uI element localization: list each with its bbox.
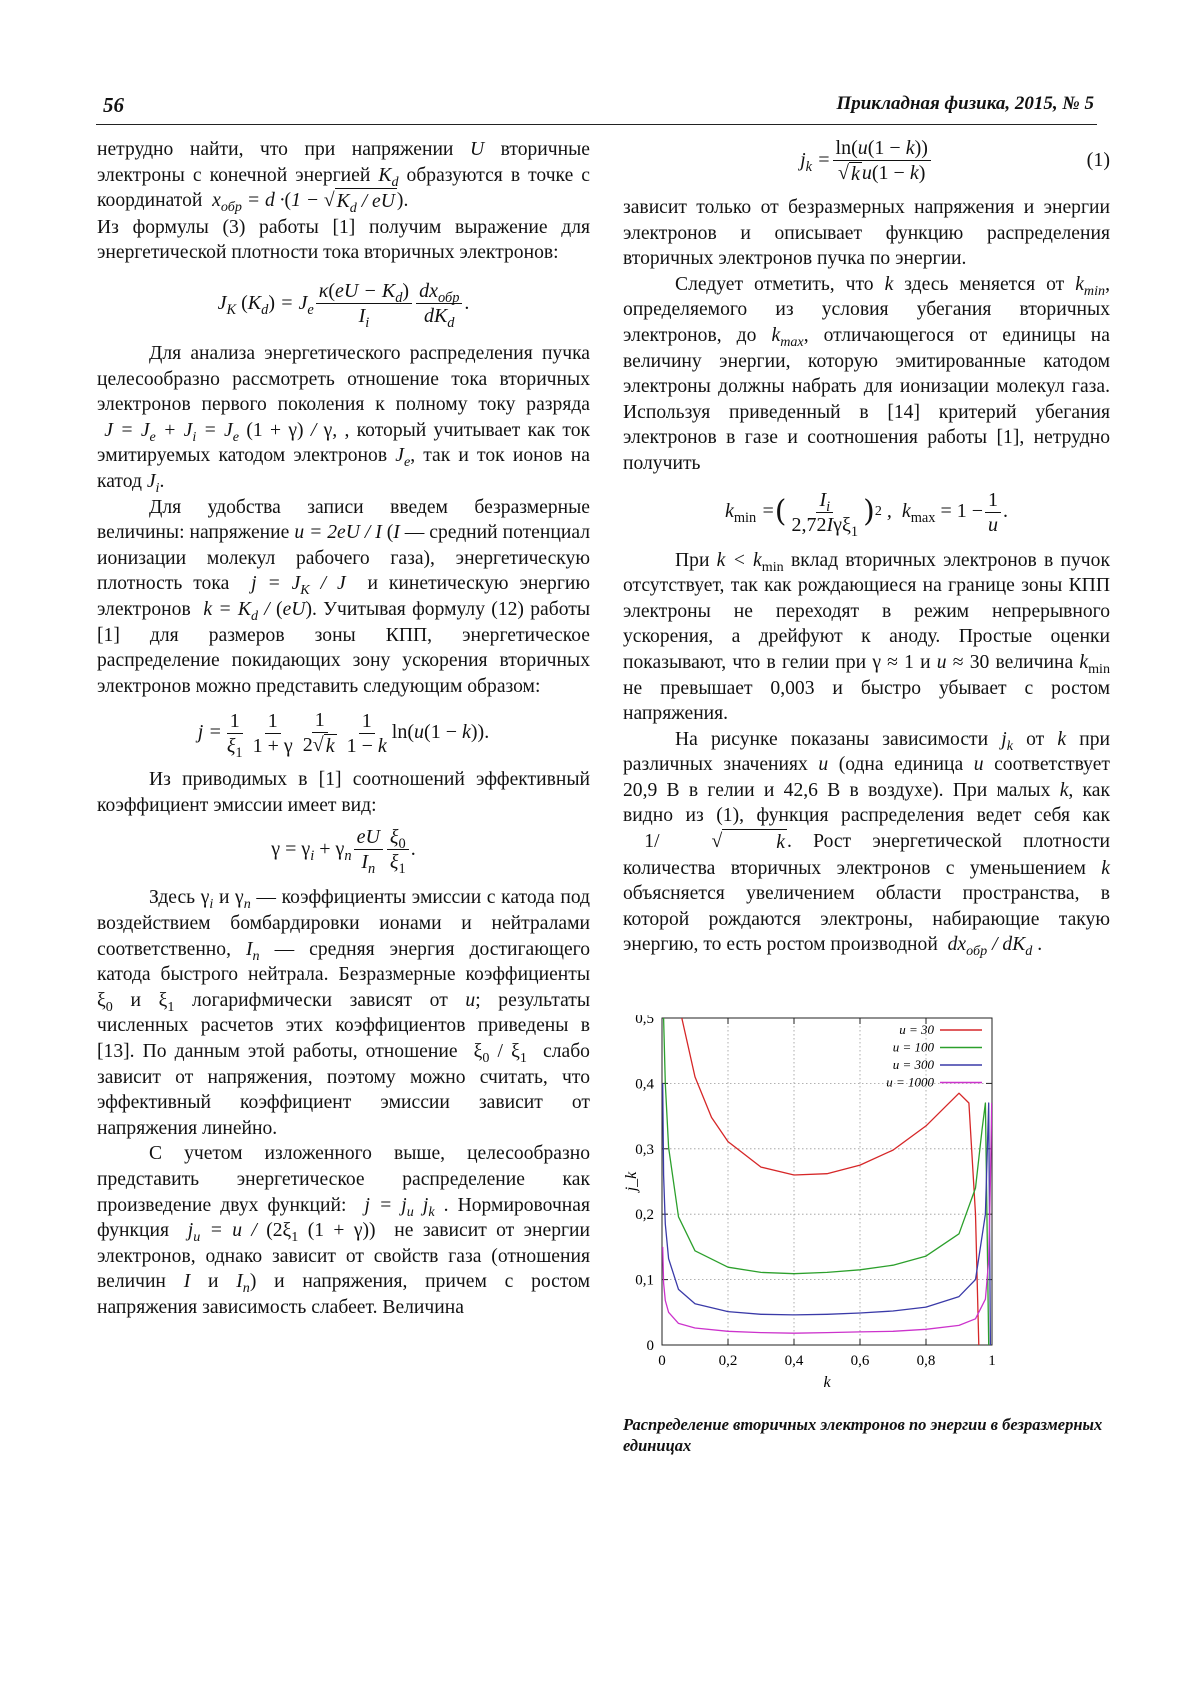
- x-axis-label: k: [823, 1374, 831, 1391]
- y-tick-label: 0,5: [635, 1015, 654, 1027]
- equation-number: (1): [1086, 149, 1110, 172]
- y-tick-label: 0,4: [635, 1076, 654, 1093]
- page-number: 56: [103, 93, 124, 117]
- legend-label: u = 300: [892, 1057, 934, 1072]
- journal-header: Прикладная физика, 2015, № 5: [836, 93, 1094, 114]
- paragraph-2: Из формулы (3) работы [1] получим выражение для энергетической плотности тока вторичных электронов:: [97, 216, 590, 264]
- paragraph-r4: На рисунке показаны зависимости $j_k$ от k при различных значениях u (одна единица u соответствует 20,9 В в гелии и 42,6 В в воздухе). При малых k, как видно из (1), функция распределения ведет себя как 1/ √ k . Рост энергетической плотности количества вторичных электронов с уменьшением k объясняется увеличением области пространства, в которой рождаются электроны, набирающие такую энергию, то есть ростом производной $dx_{обр} / dK_d$ .: [623, 728, 1111, 960]
- legend-label: u = 1000: [886, 1074, 934, 1090]
- right-column: [623, 137, 1110, 958]
- x-tick-label: 0,8: [916, 1353, 936, 1369]
- equation-JK: $J_K$ $(K_d) = J_e$ $\frac{\kappa(eU - K_d)}{I_i}$ $\frac{dx_{обр}}{dK_d}$ .: [217, 279, 470, 331]
- inline-formula-x-obr: $x_{обр} = d \cdot(1$ − √ $K_d$ / eU ).: [207, 190, 409, 217]
- figure-jk-vs-k: [620, 1015, 1100, 1395]
- paragraph-r1: зависит только от безразмерных напряжения и энергии электронов и описывает функцию распределения вторичных электронов пучка по энергии.: [623, 197, 1110, 270]
- x-tick-label: 0,4: [784, 1353, 804, 1369]
- figure-caption: Распределение вторичных электронов по энергии в безразмерных единицах: [623, 1415, 1103, 1455]
- y-tick-label: 0: [646, 1338, 654, 1354]
- series-line-u100: [664, 1018, 989, 1345]
- paragraph-7: С учетом изложенного выше, целесообразно представить энергетическое распределение как произведение двух функций: $j = j_u$ $j_k$ . Нормировочная функция $j_u = u / (2\xi_1$ (1 + γ)) не зависит от энергии электронов, однако зависит от свойств газа (отношения величин I и $I_n$) и напряжения, причем с ростом напряжения зависимость слабеет. Величина: [97, 1143, 591, 1318]
- series-line-u1000: [663, 1103, 992, 1333]
- legend-label: u = 30: [899, 1022, 934, 1037]
- equation-j: j = $\frac{1}{\xi_1}$ $\frac{1}{1 + \gamma}$ 1 2 √ k $\frac{1}{1 - k}$ ln(u(1 − k)).: [197, 709, 490, 761]
- left-column: [97, 137, 590, 1321]
- series-line-u30: [682, 1018, 979, 1345]
- paragraph-r2: Следует отметить, что k здесь меняется от $k_{min}$, определяемого из условия убегания вторичных электронов, до $k_{max}$, отличающегося от единицы на величину энергии, которую эмитированные катодом электроны должны набрать для ионизации молекул газа. Используя приведенный в [14] критерий убегания электронов в газе и соотношения работы [1], нетрудно получить: [623, 273, 1110, 474]
- header-rule: [96, 124, 1097, 125]
- equation-gamma: $\gamma = \gamma_i + \gamma_n$ $\frac{eU}{I_n}$ $\frac{\xi_0}{\xi_1}$ .: [271, 826, 416, 878]
- line-chart: [620, 1015, 1100, 1395]
- y-tick-label: 0,3: [635, 1141, 654, 1158]
- x-tick-label: 0: [658, 1353, 666, 1369]
- x-tick-label: 1: [988, 1353, 996, 1369]
- paragraph-5: Из приводимых в [1] соотношений эффективный коэффициент эмиссии имеет вид:: [97, 769, 590, 816]
- paragraph-6: Здесь $\gamma_i$ и $\gamma_n$ — коэффициенты эмиссии с катода под воздействием бомбардировки ионами и нейтралами соответственно, $I_n$ — средняя энергия достигающего катода быстрого нейтрала. Безразмерные коэффициенты $\xi_0$ и $\xi_1$ логарифмически зависят от u; результаты численных расчетов этих коэффициентов приведены в [13]. По данным этой работы, отношение $\xi_0 / \xi_1$ слабо зависит от напряжения, поэтому можно считать, что эффективный коэффициент эмиссии зависит от напряжения линейно.: [97, 887, 591, 1139]
- x-tick-label: 0,2: [718, 1353, 738, 1369]
- paragraph-1: нетрудно найти, что при напряжении U вторичные электроны с конечной энергией $K_d$ образуются в точке с координатой $x_{обр} = d \cdot(1$ − √ $K_d$ / eU ).: [97, 139, 590, 217]
- equation-1: $j_k$ = ln(u(1 − k)) √ k u(1 − k) (1): [800, 137, 1110, 185]
- paragraph-r3: При $k < k_{min}$ вклад вторичных электронов в пучок отсутствует, так как рождающиеся на границе зоны КПП электроны не переходят в режим непрерывного ускорения, а дрейфуют к аноду. Простые оценки показывают, что в гелии при γ ≈ 1 и u ≈ 30 величина $k_{min}$ не превышает 0,003 и быстро убывает с ростом напряжения.: [623, 549, 1111, 725]
- y-tick-label: 0,2: [635, 1207, 654, 1224]
- paragraph-3: Для анализа энергетического распределения пучка целесообразно рассмотреть отношение тока вторичных электронов первого поколения к полному току разряда $J = J_e + J_i = J_e$ (1 + γ) / γ, , который учитывает как ток эмитируемых катодом электронов $J_e$, так и ток ионов на катод $J_i$.: [97, 342, 591, 496]
- legend-label: u = 100: [892, 1039, 934, 1055]
- x-tick-label: 0,6: [850, 1353, 870, 1369]
- plot-frame: [662, 1018, 992, 1345]
- y-tick-label: 0,1: [635, 1272, 654, 1289]
- paragraph-4: Для удобства записи введем безразмерные величины: напряжение u = 2eU / I (I — средний потенциал ионизации молекул рабочего газа), энергетическую плотность тока $j = J_K / J$ и кинетическую энергию электронов $k = K_d / (eU)$. Учитывая формулу (12) работы [1] для размеров зоны КПП, энергетическое распределение покидающих зону ускорения вторичных электронов можно представить следующим образом:: [97, 496, 591, 697]
- equation-kmin-kmax: $k_{min}$ = ( $\frac{I_i}{2,72I\gamma\xi_1}$ ) 2 , $k_{max} = 1$ − $\frac{1}{u}$ .: [724, 488, 1009, 540]
- y-axis-label: j_k: [623, 1171, 640, 1192]
